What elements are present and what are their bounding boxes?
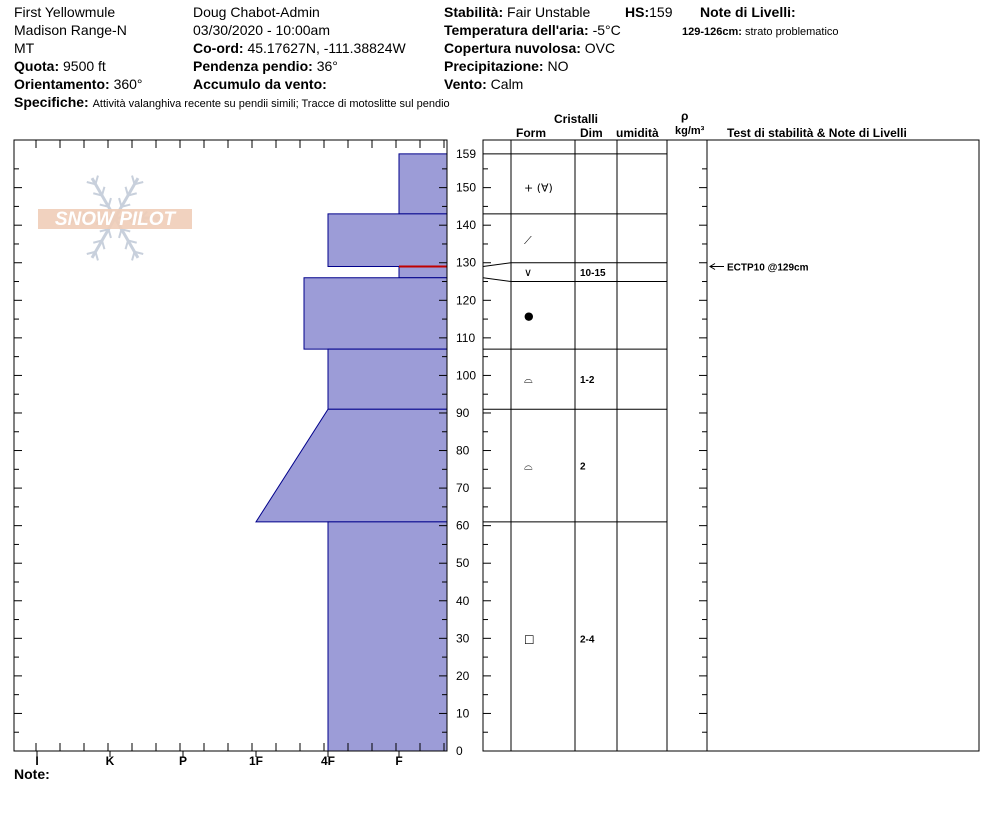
snowflake-branch — [102, 187, 104, 196]
state-name: MT — [14, 40, 35, 56]
height-tick-label: 140 — [456, 218, 477, 233]
hardness-tick-label: K — [105, 754, 115, 768]
specifics-text: Attività valanghiva recente su pendii simili; Tracce di motoslitte sul pendio — [92, 98, 450, 110]
hardness-tick-label: I — [35, 754, 39, 768]
layer-note-range: 129-126cm: — [682, 26, 742, 38]
layer-connector — [483, 278, 511, 282]
hardness-layer — [304, 278, 447, 349]
coord-value: 45.17627N, -111.38824W — [247, 40, 406, 56]
specifics-label: Specifiche: — [14, 94, 89, 110]
height-tick-label: 130 — [456, 255, 477, 270]
layer-notes-label: Note di Livelli: — [700, 4, 796, 20]
precip-label: Precipitazione: — [444, 58, 544, 74]
hardness-tick-label: P — [178, 754, 188, 768]
observer: Doug Chabot-Admin — [193, 4, 320, 20]
hardness-tick-label: 4F — [320, 754, 336, 768]
stability-value: Fair Unstable — [507, 4, 591, 20]
stability-label: Stabilità: — [444, 4, 504, 20]
air-temp-label: Temperatura dell'aria: — [444, 22, 589, 38]
precip-value: NO — [547, 58, 569, 74]
snowflake-branch — [119, 198, 121, 207]
snowflake-branch — [96, 176, 98, 185]
elevation-value: 9500 ft — [63, 58, 106, 74]
crystal-form: ∨ — [524, 266, 533, 280]
crystal-form: ⌓ — [524, 373, 533, 387]
hs-label: HS: — [625, 4, 650, 20]
layer-note-text: strato problematico — [745, 26, 839, 38]
crystal-size: 2-4 — [580, 634, 595, 646]
stability-notes-header: Test di stabilità & Note di Livelli — [727, 126, 907, 140]
slope-label: Pendenza pendio: — [193, 58, 313, 74]
coord-label: Co-ord: — [193, 40, 244, 56]
hardness-layer — [328, 522, 447, 751]
height-tick-label: 60 — [456, 518, 470, 533]
cloud-label: Copertura nuvolosa: — [444, 40, 581, 56]
air-temp-value: -5°C — [592, 22, 621, 38]
crystal-form: □ — [524, 632, 535, 646]
height-tick-label: 40 — [456, 593, 470, 608]
moisture-header: umidità — [616, 126, 659, 140]
snowflake-branch — [102, 241, 104, 250]
elevation-label: Quota: — [14, 58, 60, 74]
hardness-tick-label: 1F — [248, 754, 264, 768]
snowflake-branch — [119, 229, 121, 238]
crystal-size: 2 — [580, 461, 586, 473]
snowflake-branch — [132, 252, 134, 261]
crystals-header: Cristalli — [554, 112, 599, 126]
aspect-value: 360° — [113, 76, 143, 92]
site-name: First Yellowmule — [14, 4, 116, 20]
datetime: 03/30/2020 - 10:00am — [193, 22, 330, 38]
snowflake-branch — [109, 198, 111, 207]
logo-text: SNOW PILOT — [54, 209, 176, 230]
height-tick-label: 20 — [456, 668, 470, 683]
crystal-form: ● — [524, 309, 534, 323]
height-tick-label: 80 — [456, 443, 470, 458]
layer-connector — [483, 263, 511, 267]
height-tick-label: 70 — [456, 481, 470, 496]
hardness-tick-label: F — [395, 754, 403, 768]
hardness-layer — [399, 267, 447, 278]
height-tick-label: 90 — [456, 405, 470, 420]
density-unit: kg/m³ — [675, 125, 705, 137]
stability-tests — [710, 263, 809, 274]
height-tick-label: 50 — [456, 556, 470, 571]
density-symbol: ρ — [681, 109, 689, 123]
hardness-layer — [256, 409, 447, 522]
height-tick-label: 120 — [456, 293, 477, 308]
hardness-profile — [256, 154, 447, 751]
wind-label: Vento: — [444, 76, 487, 92]
size-header: Dim — [580, 126, 603, 140]
snowflake-branch — [126, 241, 128, 250]
crystal-form: ⌓ — [524, 459, 533, 473]
crystal-form: + (∀) — [524, 181, 553, 195]
height-tick-label: 110 — [456, 330, 476, 345]
snowflake-branch — [96, 252, 98, 261]
range-name: Madison Range-N — [14, 22, 127, 38]
slope-value: 36° — [316, 58, 338, 74]
height-tick-label: 10 — [456, 706, 470, 721]
crystal-size: 1-2 — [580, 375, 595, 387]
test-label: ECTP10 @129cm — [727, 262, 809, 274]
wind-load-label: Accumulo da vento: — [193, 76, 327, 92]
notes-label: Note: — [14, 766, 50, 782]
height-tick-label: 100 — [456, 368, 477, 383]
height-tick-label: 0 — [456, 744, 463, 758]
hardness-axis — [35, 751, 402, 768]
snowpilot-logo — [38, 176, 192, 261]
snowflake-branch — [126, 187, 128, 196]
chart-frames — [14, 140, 979, 751]
hs-value: 159 — [649, 4, 673, 20]
height-tick-label: 150 — [456, 180, 477, 195]
aspect-label: Orientamento: — [14, 76, 110, 92]
crystal-form: ⟋ — [524, 234, 532, 248]
hardness-layer — [328, 349, 447, 409]
wind-value: Calm — [490, 76, 524, 92]
hardness-layer — [399, 154, 447, 214]
cloud-value: OVC — [584, 40, 616, 56]
snowflake-branch — [132, 176, 134, 185]
snowflake-branch — [109, 229, 111, 238]
form-header: Form — [516, 126, 546, 140]
table-frame — [483, 140, 979, 751]
height-tick-label: 159 — [456, 146, 477, 161]
hardness-layer — [328, 214, 447, 267]
height-tick-label: 30 — [456, 631, 470, 646]
crystal-size: 10-15 — [580, 268, 606, 280]
